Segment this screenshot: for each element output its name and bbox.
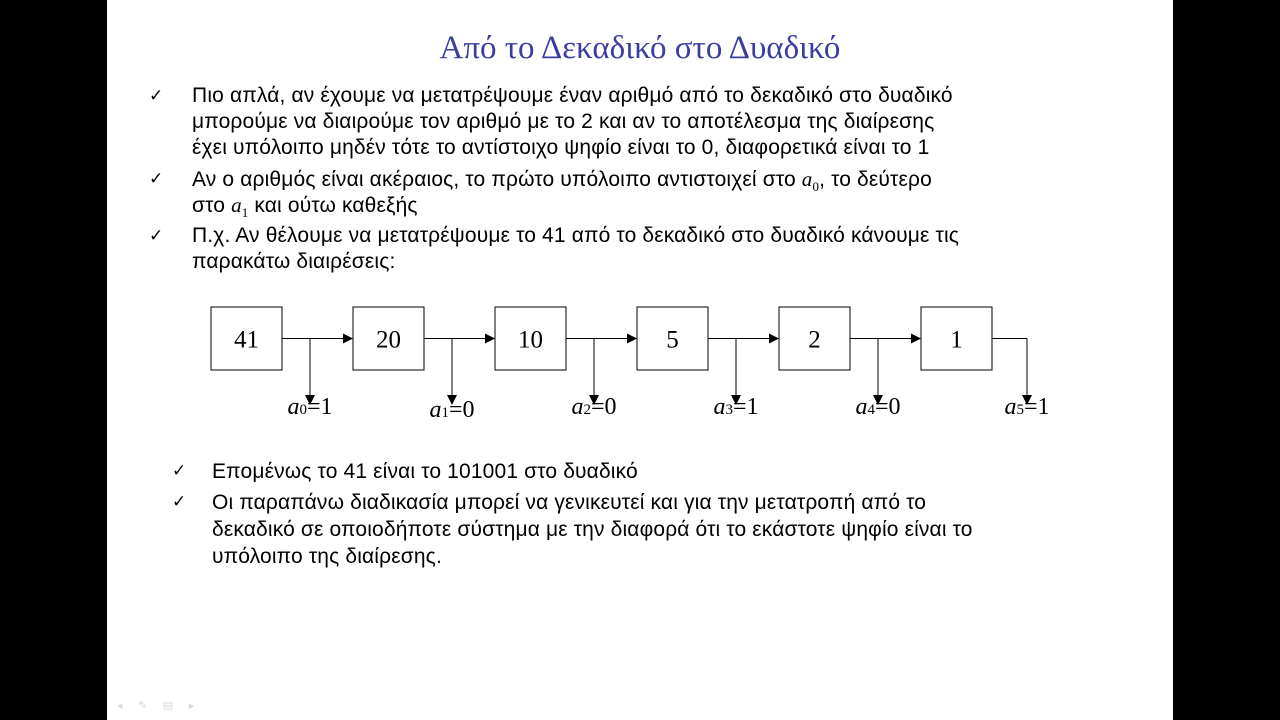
text-fragment: , το δεύτερο xyxy=(819,168,932,191)
box-value: 5 xyxy=(666,326,679,354)
check-icon: ✓ xyxy=(149,226,164,246)
bullet-line: παρακάτω διαιρέσεις: xyxy=(192,250,396,273)
check-icon: ✓ xyxy=(149,169,164,189)
check-icon: ✓ xyxy=(172,461,187,481)
remainder-label: a5=1 xyxy=(1004,394,1050,420)
slide-nav-controls[interactable]: ◂ ✎ ▤ ▸ xyxy=(117,699,201,712)
bullet-line: έχει υπόλοιπο μηδέν τότε το αντίστοιχο ψηφίο είναι το 0, διαφορετικά είναι το 1 xyxy=(192,136,930,159)
box-value: 1 xyxy=(950,326,963,354)
box-value: 10 xyxy=(518,326,543,354)
bullet-line: δεκαδικό σε οποιοδήποτε σύστημα με την διαφορά ότι το εκάστοτε ψηφίο είναι το xyxy=(212,518,973,541)
check-icon: ✓ xyxy=(149,86,164,106)
text-fragment: και ούτω καθεξής xyxy=(248,194,418,217)
text-fragment: στο xyxy=(192,194,232,217)
variable-a0: $a_0$ xyxy=(801,167,820,195)
remainder-label: a2=0 xyxy=(571,394,617,420)
box-value: 41 xyxy=(234,326,259,354)
box-value: 20 xyxy=(376,326,401,354)
slide xyxy=(107,0,1173,720)
check-icon: ✓ xyxy=(172,492,187,512)
box-value: 2 xyxy=(808,326,821,354)
remainder-label: a4=0 xyxy=(855,394,901,420)
bullet-line: Π.χ. Αν θέλουμε να μετατρέψουμε το 41 από το δεκαδικό στο δυαδικό κάνουμε τις xyxy=(192,224,960,247)
bullet-line: Επομένως το 41 είναι το 101001 στο δυαδικό xyxy=(212,460,638,483)
bullet-line: υπόλοιπο της διαίρεσης. xyxy=(212,545,442,568)
bullet-line: Πιο απλά, αν έχουμε να μετατρέψουμε έναν αριθμό από το δεκαδικό στο δυαδικό xyxy=(192,84,953,107)
division-diagram xyxy=(107,0,1173,440)
remainder-label: a3=1 xyxy=(713,394,759,420)
variable-a1: $a_1$ xyxy=(231,193,249,221)
bullet-line: Οι παραπάνω διαδικασία μπορεί να γενικευτεί και για την μετατροπή από το xyxy=(212,491,927,514)
remainder-label: a0=1 xyxy=(287,394,333,420)
slide-title: Από το Δεκαδικό στο Δυαδικό xyxy=(439,30,841,66)
remainder-label: a1=0 xyxy=(429,397,475,423)
bullet-line: μπορούμε να διαιρούμε τον αριθμό με το 2 και αν το αποτέλεσμα της διαίρεσης xyxy=(192,110,935,133)
text-fragment: Αν ο αριθμός είναι ακέραιος, το πρώτο υπόλοιπο αντιστοιχεί στο xyxy=(192,168,802,191)
